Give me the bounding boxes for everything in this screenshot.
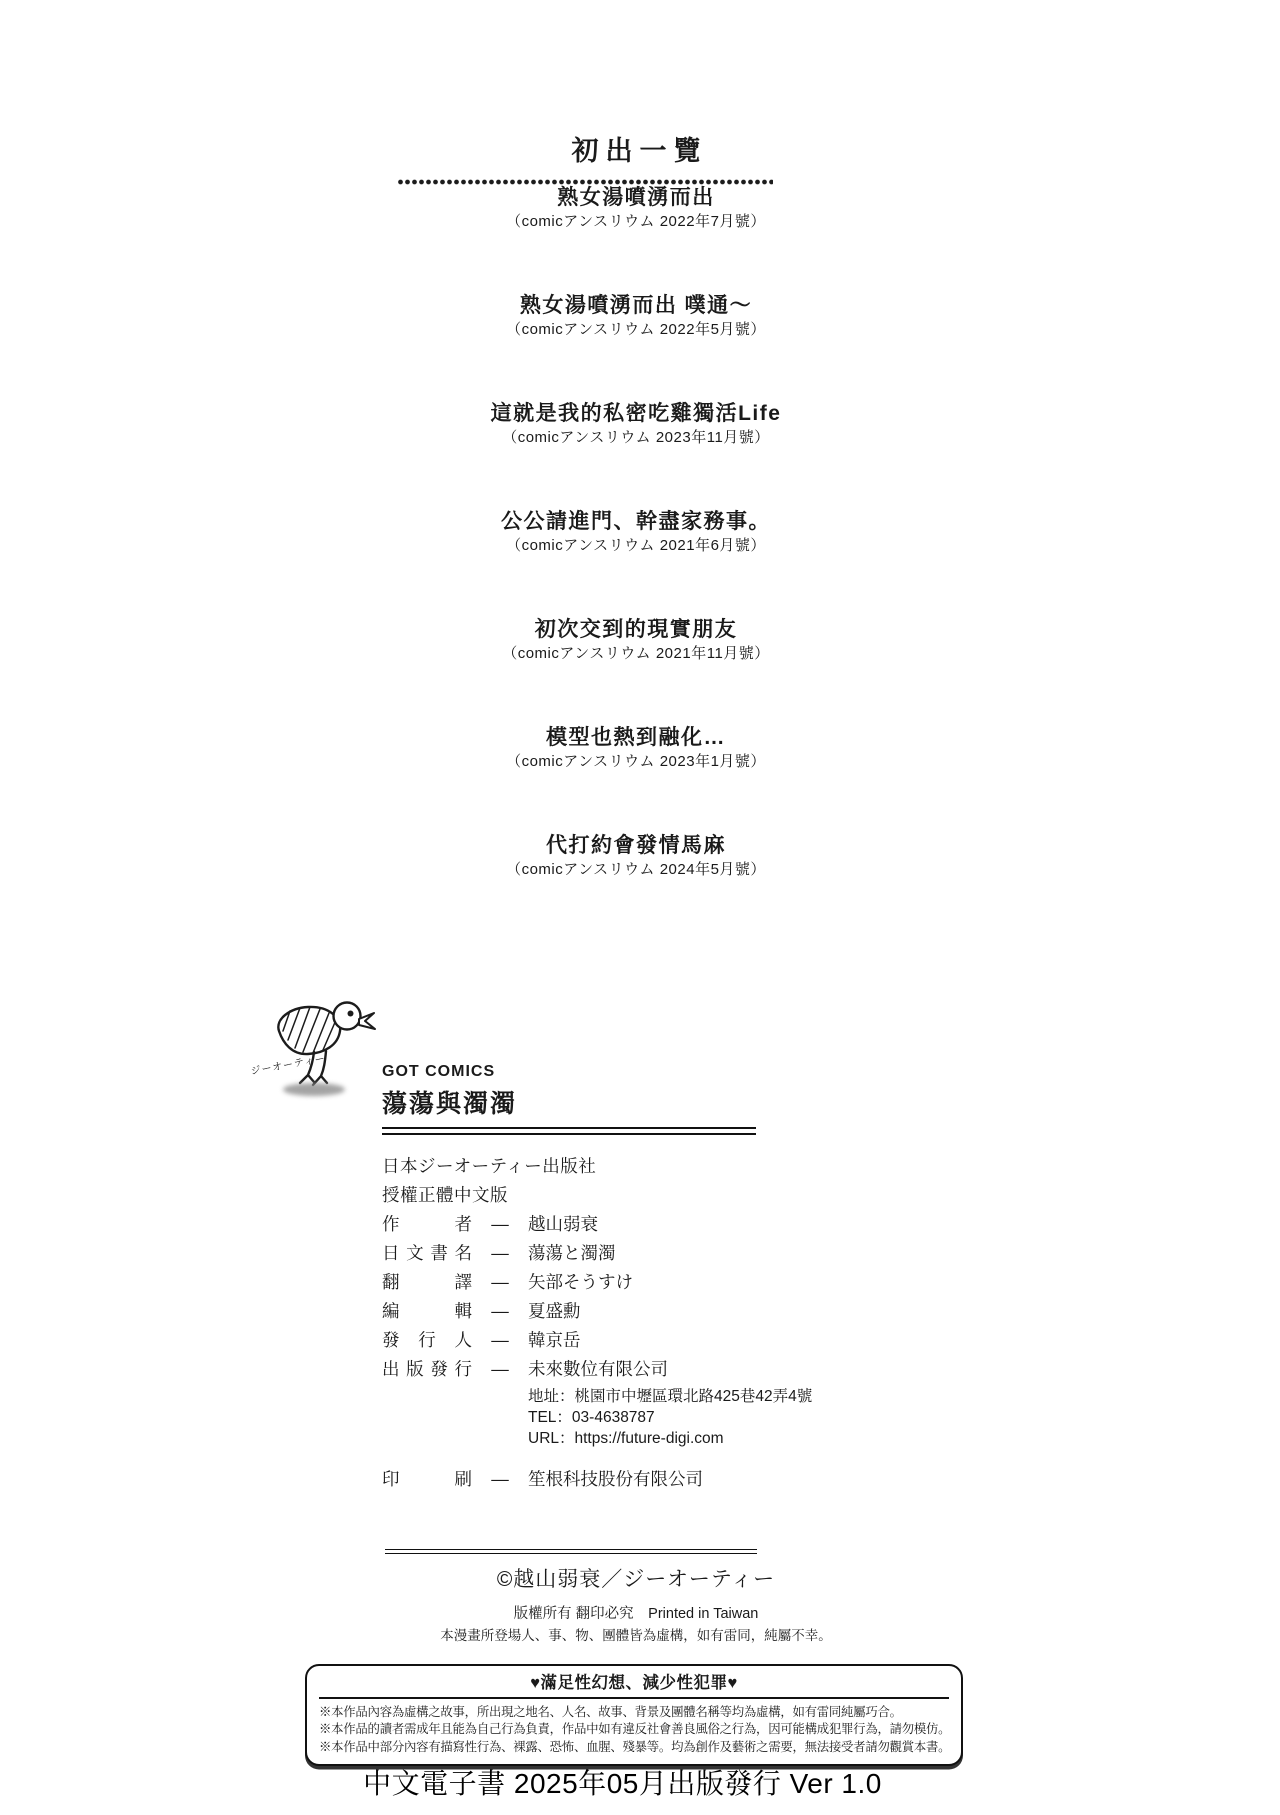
credit-row: [382, 1239, 962, 1268]
publication-title: 熟女湯噴湧而出 噗通～: [519, 294, 753, 317]
title-underline: [382, 1127, 756, 1135]
publication-source: （comicアンスリウム 2022年7月號）: [506, 213, 766, 230]
publication-entry: [0, 509, 1272, 557]
credit-dash: —: [491, 1359, 509, 1379]
publication-entry: [0, 617, 1272, 665]
credit-dash: —: [491, 1330, 509, 1350]
publication-entry: [0, 725, 1272, 773]
publication-source: （comicアンスリウム 2021年11月號）: [502, 645, 770, 662]
credit-dash: —: [491, 1272, 509, 1292]
publication-title: 初次交到的現實朋友: [534, 618, 738, 641]
credit-label: 翻譯: [382, 1272, 472, 1292]
book-title: 蕩蕩與濁濁: [382, 1090, 518, 1118]
brand-name: GOT COMICS: [382, 1063, 496, 1080]
credit-dash: —: [491, 1469, 509, 1489]
credit-row: [382, 1465, 962, 1494]
credit-value: 矢部そうすけ: [528, 1272, 633, 1292]
publication-entry: [0, 833, 1272, 881]
logo-shadow: [283, 1083, 345, 1096]
credits-block: [382, 1152, 962, 1494]
publisher-address: 地址：桃園市中壢區環北路425巷42弄4號: [528, 1388, 813, 1405]
logo-label: ジーオーティー: [249, 1053, 327, 1078]
publication-source: （comicアンスリウム 2023年11月號）: [502, 429, 770, 446]
credit-dash: —: [491, 1243, 509, 1263]
credit-label: 出版發行: [382, 1359, 472, 1379]
warning-line: ※本作品內容為虛構之故事，所出現之地名、人名、故事、背景及團體名稱等均為虛構，如有雷同純屬巧合。: [319, 1705, 902, 1719]
publication-source: （comicアンスリウム 2022年5月號）: [506, 321, 766, 338]
copyright-block: [300, 1567, 972, 1645]
credit-row: [382, 1210, 962, 1239]
publisher-url: URL：https://future-digi.com: [528, 1430, 724, 1447]
credit-value: 韓京岳: [528, 1330, 581, 1350]
credit-value: 未來數位有限公司: [528, 1359, 668, 1379]
credit-value: 夏盛勳: [528, 1301, 581, 1321]
rights-line: 版權所有 翻印必究 Printed in Taiwan: [513, 1606, 759, 1622]
warning-box-lines: [319, 1704, 949, 1756]
brand-block: [382, 1063, 757, 1135]
publication-entry: [0, 401, 1272, 449]
credit-value: 笙根科技股份有限公司: [528, 1469, 703, 1489]
credit-row: [382, 1297, 962, 1326]
edition-note: 中文電子書 2025年05月出版發行 Ver 1.0: [363, 1768, 882, 1799]
credit-dash: —: [491, 1214, 509, 1234]
publication-source: （comicアンスリウム 2021年6月號）: [506, 537, 766, 554]
publication-entry: [0, 185, 1272, 233]
credit-row: [382, 1268, 962, 1297]
publication-source: （comicアンスリウム 2023年1月號）: [506, 753, 766, 770]
publication-title: 這就是我的私密吃雞獨活Life: [490, 402, 782, 425]
credit-label: 編輯: [382, 1301, 472, 1321]
credit-row: [382, 1326, 962, 1355]
publisher-tel: TEL：03-4638787: [528, 1409, 655, 1426]
publication-entry: [0, 293, 1272, 341]
publisher-details: [528, 1386, 962, 1449]
fiction-disclaimer: 本漫畫所登場人、事、物、團體皆為虛構，如有雷同，純屬不幸。: [440, 1628, 832, 1643]
publication-title: 代打約會發情馬麻: [546, 834, 726, 857]
page-title: 初出一覽: [571, 136, 708, 166]
credit-label: 作者: [382, 1214, 472, 1234]
publication-source: （comicアンスリウム 2024年5月號）: [506, 861, 766, 878]
credit-label: 日文書名: [382, 1243, 472, 1263]
publication-title: 熟女湯噴湧而出: [557, 186, 715, 209]
warning-line: ※本作品的讀者需成年且能為自己行為負責，作品中如有違反社會善良風俗之行為，因可能構成犯罪行為，請勿模仿。: [319, 1722, 951, 1737]
first-publication-list: [0, 136, 1272, 941]
got-bird-logo: [270, 998, 382, 1090]
warning-box-header: ♥滿足性幻想、減少性犯罪♥: [319, 1671, 949, 1699]
credit-label: 印刷: [382, 1469, 472, 1489]
credit-value: 越山弱衰: [528, 1214, 598, 1234]
publication-title: 公公請進門、幹盡家務事。: [501, 510, 771, 533]
copyright-line: ©越山弱衰／ジーオーティー: [496, 1568, 776, 1591]
double-rule-divider: [385, 1549, 757, 1554]
content-warning-box: [305, 1664, 963, 1766]
warning-line: ※本作品中部分內容有描寫性行為、裸露、恐怖、血腥、殘暴等。均為創作及藝術之需要，無法接受者請勿觀賞本書。: [319, 1739, 951, 1754]
credit-row: [382, 1355, 962, 1384]
credit-dash: —: [491, 1301, 509, 1321]
credit-label: 發行人: [382, 1330, 472, 1350]
publisher-line: 授權正體中文版: [382, 1185, 508, 1205]
publisher-line: 日本ジーオーティー出版社: [382, 1156, 597, 1176]
publication-title: 模型也熱到融化…: [546, 726, 726, 749]
credit-value: 蕩蕩と濁濁: [528, 1243, 616, 1263]
